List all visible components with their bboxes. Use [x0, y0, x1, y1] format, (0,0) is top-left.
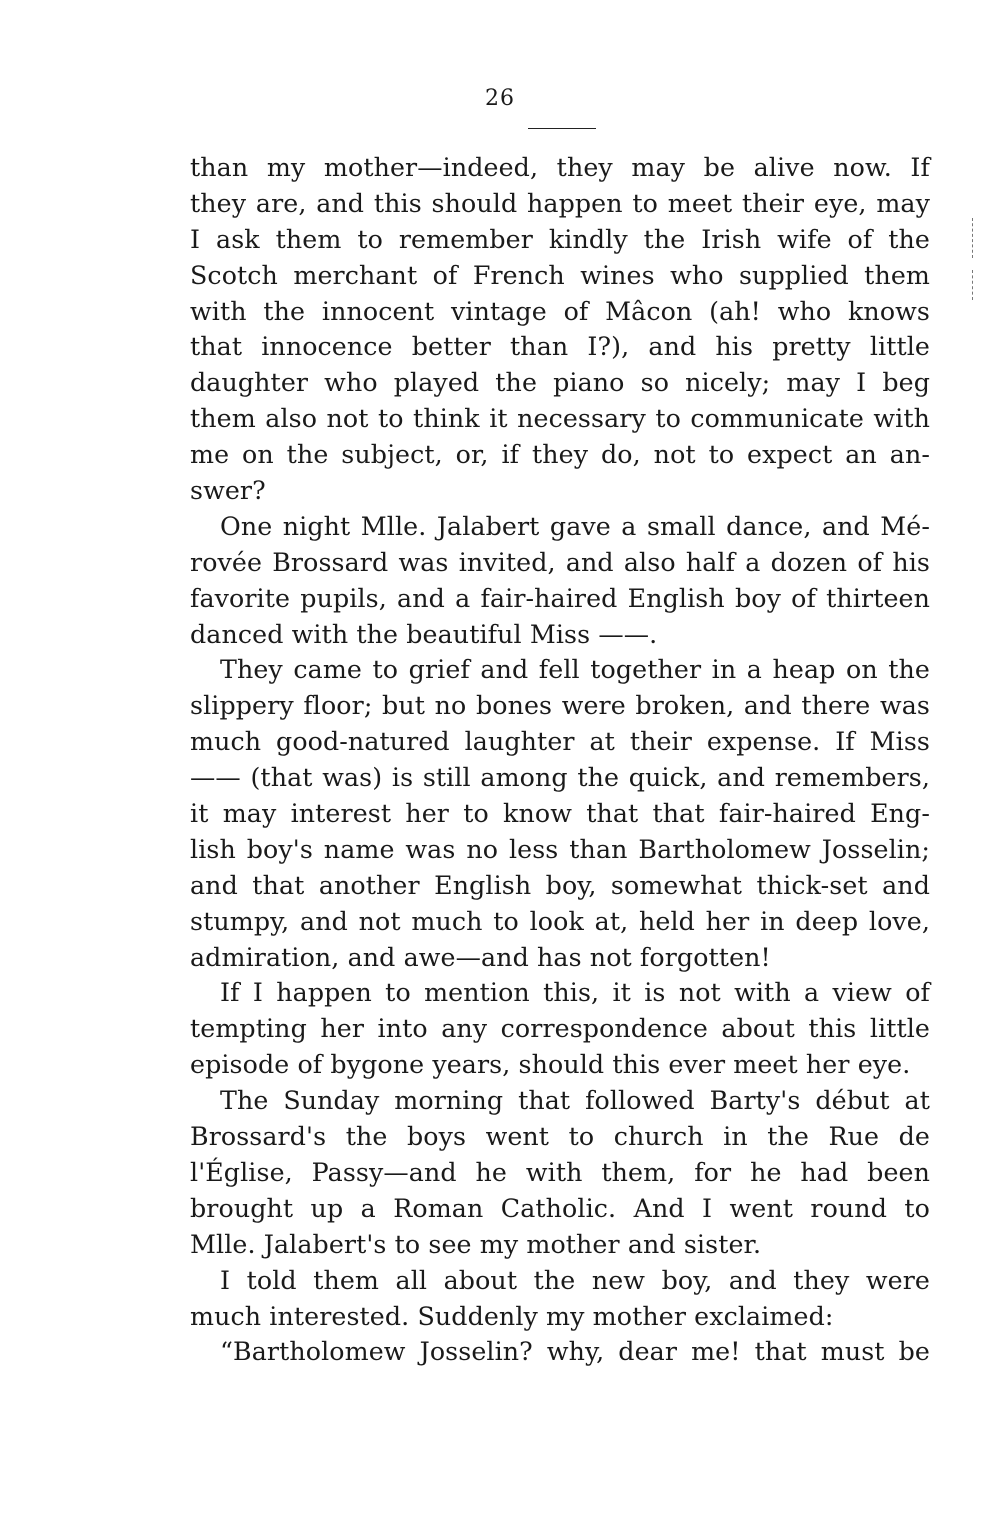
- paragraph-start: One night Mlle. Jalabert gave a small dance, and Mé-: [220, 511, 930, 541]
- text-line: much interested. Suddenly my mother exclaimed:: [190, 1301, 834, 1331]
- margin-mark: [972, 270, 973, 300]
- text-line: Brossard's the boys went to church in the Rue de: [190, 1122, 930, 1152]
- text-line: tempting her into any correspondence about this little: [190, 1014, 930, 1044]
- text-line: —— (that was) is still among the quick, and remembers,: [190, 763, 930, 793]
- text-line: episode of bygone years, should this ever meet her eye.: [190, 1050, 911, 1080]
- header-rule: [528, 128, 596, 129]
- text-line: swer?: [190, 476, 266, 506]
- text-line: that innocence better than I?), and his pretty little: [190, 332, 930, 362]
- text-line: and that another English boy, somewhat thick-set and: [190, 870, 930, 900]
- paragraph-start: I told them all about the new boy, and they were: [220, 1265, 930, 1295]
- body-text: [190, 150, 930, 1370]
- text-line: danced with the beautiful Miss ——.: [190, 619, 658, 649]
- text-line: Scotch merchant of French wines who supplied them: [190, 260, 930, 290]
- paragraph-start: The Sunday morning that followed Barty's début at: [220, 1086, 930, 1116]
- text-line: I ask them to remember kindly the Irish wife of the: [190, 224, 930, 254]
- text-line: daughter who played the piano so nicely; may I beg: [190, 368, 930, 398]
- text-line: Mlle. Jalabert's to see my mother and sister.: [190, 1229, 762, 1259]
- text-line: favorite pupils, and a fair-haired English boy of thirteen: [190, 583, 930, 613]
- paragraph-start: “Bartholomew Josselin? why, dear me! that must be: [220, 1337, 930, 1367]
- text-line: l'Église, Passy—and he with them, for he had been: [190, 1157, 930, 1187]
- margin-mark: [972, 218, 973, 258]
- text-line: slippery floor; but no bones were broken, and there was: [190, 691, 930, 721]
- text-line: them also not to think it necessary to communicate with: [190, 404, 930, 434]
- text-line: brought up a Roman Catholic. And I went round to: [190, 1193, 930, 1223]
- text-line: than my mother—indeed, they may be alive now. If: [190, 153, 930, 182]
- page-number: 26: [485, 86, 515, 111]
- text-line: rovée Brossard was invited, and also half a dozen of his: [190, 547, 930, 577]
- text-line: admiration, and awe—and has not forgotten!: [190, 942, 771, 972]
- text-line: with the innocent vintage of Mâcon (ah! who knows: [190, 296, 930, 326]
- paragraph-start: If I happen to mention this, it is not with a view of: [220, 978, 930, 1008]
- text-line: much good-natured laughter at their expense. If Miss: [190, 727, 930, 757]
- paragraph-start: They came to grief and fell together in a heap on the: [220, 655, 930, 685]
- text-line: lish boy's name was no less than Bartholomew Josselin;: [190, 834, 930, 864]
- text-line: they are, and this should happen to meet their eye, may: [190, 188, 930, 218]
- text-line: it may interest her to know that that fair-haired Eng-: [190, 799, 930, 829]
- text-line: stumpy, and not much to look at, held her in deep love,: [190, 906, 930, 936]
- text-line: me on the subject, or, if they do, not to expect an an-: [190, 440, 930, 470]
